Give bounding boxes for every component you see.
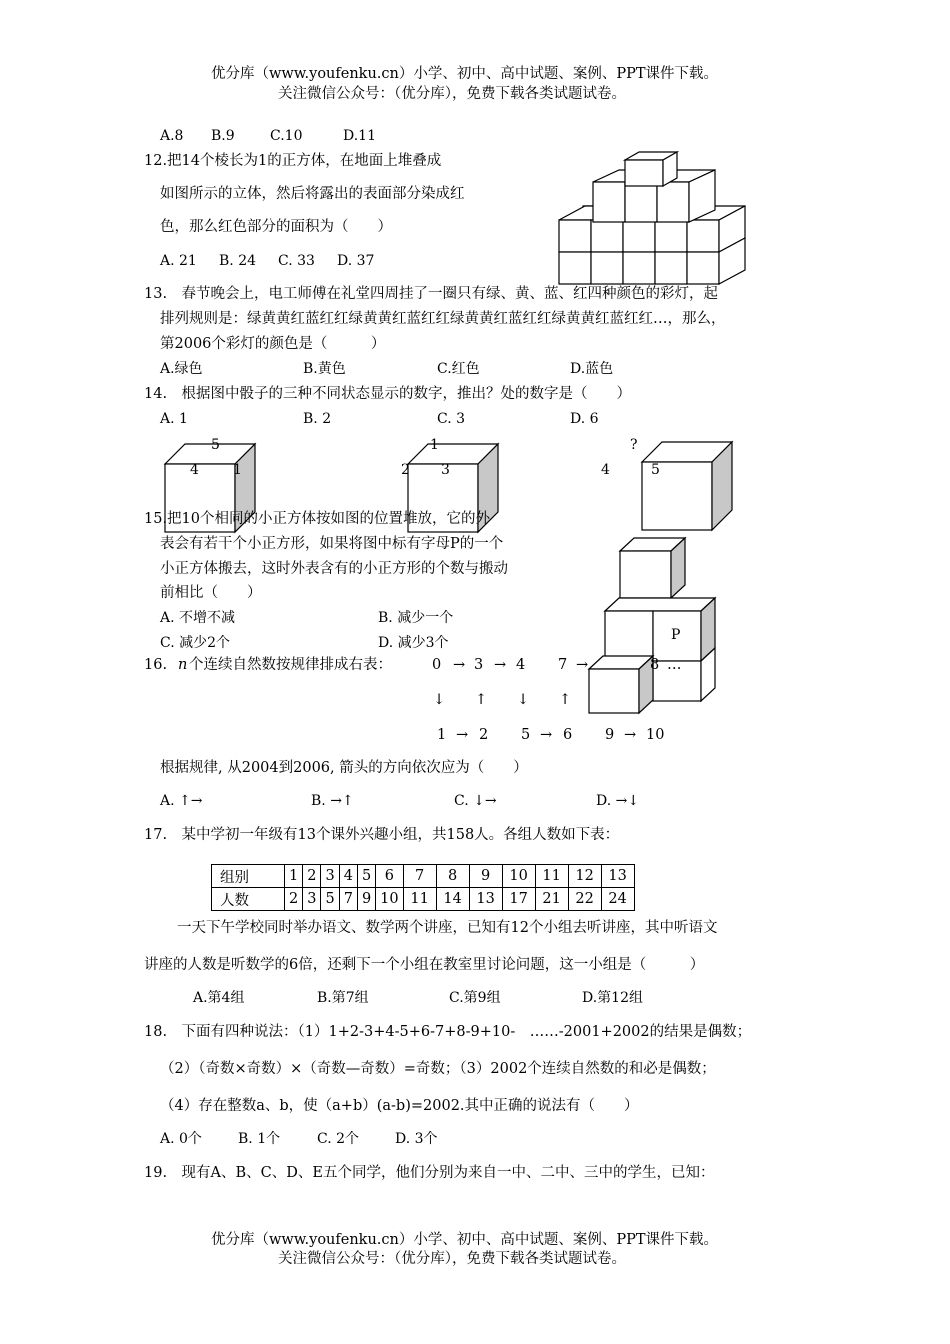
q16-option-c: C. ↓→ xyxy=(454,793,497,809)
table-cell: 3 xyxy=(321,865,339,888)
q12-option-a: A. 21 xyxy=(160,253,197,269)
q15-label-p: P xyxy=(671,627,681,643)
q16-grid-r1-arrow-2: → xyxy=(494,657,507,673)
q16-grid-r1-ellipsis: … xyxy=(667,657,682,673)
q13-line-1: 13. 春节晚会上，电工师傅在礼堂四周挂了一圈只有绿、黄、蓝、红四种颜色的彩灯，起 xyxy=(144,286,719,302)
q16-grid-r1-3: 3 xyxy=(474,657,484,673)
q16-grid-r3-arrow-2: → xyxy=(540,727,553,743)
q15-option-a: A. 不增不减 xyxy=(160,610,236,626)
q16-grid-r3-10: 10 xyxy=(646,727,665,743)
q11-option-c: C.10 xyxy=(270,128,303,144)
q14-option-d: D. 6 xyxy=(570,411,599,427)
table-cell: 24 xyxy=(601,888,634,911)
q12-option-b: B. 24 xyxy=(219,253,257,269)
q16-line-1-prefix: 16. xyxy=(144,657,168,673)
q15-option-b: B. 减少一个 xyxy=(378,610,454,626)
q16-line-1-text: 个连续自然数按规律排成右表： xyxy=(189,657,392,673)
table-cell: 21 xyxy=(535,888,568,911)
q16-grid-r1-4: 4 xyxy=(516,657,526,673)
q16-grid-r3-2: 2 xyxy=(479,727,489,743)
q16-line-1-n: n xyxy=(178,657,188,673)
q16-grid-r3-6: 6 xyxy=(563,727,573,743)
table-row xyxy=(212,888,635,911)
footer-line-1: 优分库（www.youfenku.cn）小学、初中、高中试题、案例、PPT课件下载。 xyxy=(211,1232,719,1248)
q16-grid-r1-arrow-3: → xyxy=(576,657,589,673)
q15-cube-stack-figure xyxy=(585,535,735,715)
table-cell: 5 xyxy=(357,865,375,888)
table-cell: 14 xyxy=(436,888,469,911)
q18-option-d: D. 3个 xyxy=(395,1131,438,1147)
q13-option-a: A.绿色 xyxy=(160,361,203,377)
table-cell: 1 xyxy=(285,865,303,888)
table-cell: 11 xyxy=(535,865,568,888)
table-cell: 6 xyxy=(376,865,403,888)
table-cell: 17 xyxy=(502,888,535,911)
q16-option-b: B. →↑ xyxy=(311,793,354,809)
q13-line-3: 第2006个彩灯的颜色是（ ） xyxy=(160,336,386,352)
q16-grid-r3-arrow-3: → xyxy=(624,727,637,743)
q12-cube-pyramid-figure xyxy=(555,148,755,288)
q12-line-1: 12.把14个棱长为1的正方体，在地面上堆叠成 xyxy=(144,153,442,169)
table-cell: 7 xyxy=(403,865,436,888)
q14-option-c: C. 3 xyxy=(437,411,466,427)
footer-line-2: 关注微信公众号：（优分库），免费下载各类试题试卷。 xyxy=(278,1251,626,1267)
q17-line-2: 一天下午学校同时举办语文、数学两个讲座，已知有12个小组去听讲座，其中听语文 xyxy=(177,920,718,936)
table-cell: 13 xyxy=(469,888,502,911)
q16-grid-r3-1: 1 xyxy=(437,727,447,743)
table-cell: 9 xyxy=(357,888,375,911)
q14-die-3-front: 4 xyxy=(601,462,610,478)
q13-option-d: D.蓝色 xyxy=(570,361,614,377)
q15-option-d: D. 减少3个 xyxy=(378,635,449,651)
q17-group-table xyxy=(211,864,635,911)
q15-option-c: C. 减少2个 xyxy=(160,635,231,651)
q16-grid-r1-arrow-1: → xyxy=(453,657,466,673)
table-cell: 8 xyxy=(436,865,469,888)
table-cell: 11 xyxy=(403,888,436,911)
q16-grid-r1-8: 8 xyxy=(650,657,660,673)
q16-grid-r1-0: 0 xyxy=(432,657,442,673)
q16-option-d: D. →↓ xyxy=(596,793,640,809)
q16-option-a: A. ↑→ xyxy=(160,793,203,809)
q17-option-a: A.第4组 xyxy=(193,990,245,1006)
table-cell: 22 xyxy=(568,888,601,911)
q14-line-1: 14. 根据图中骰子的三种不同状态显示的数字，推出？处的数字是（ ） xyxy=(144,386,632,402)
table-row-label: 人数 xyxy=(212,888,285,911)
q16-grid-r2-down-2: ↓ xyxy=(517,692,530,708)
q16-grid-r3-9: 9 xyxy=(605,727,615,743)
q18-line-1: 18. 下面有四种说法：（1）1+2-3+4-5+6-7+8-9+10- ……-2001+2002的结果是偶数； xyxy=(144,1024,752,1040)
q12-line-2: 如图所示的立体，然后将露出的表面部分染成红 xyxy=(160,186,465,202)
table-cell: 7 xyxy=(339,888,357,911)
q14-die-1-top: 5 xyxy=(211,437,220,453)
table-cell: 5 xyxy=(321,888,339,911)
q14-die-2-side: 3 xyxy=(441,462,450,478)
q15-line-2: 表会有若干个小正方形，如果将图中标有字母P的一个 xyxy=(160,536,504,552)
q15-line-1: 15.把10个相同的小正方体按如图的位置堆放，它的外 xyxy=(144,511,491,527)
table-cell: 4 xyxy=(339,865,357,888)
table-cell: 2 xyxy=(303,865,321,888)
header-line-2: 关注微信公众号：（优分库），免费下载各类试题试卷。 xyxy=(278,86,626,102)
q18-line-3: （4）存在整数a、b，使（a+b）(a-b)=2002.其中正确的说法有（ ） xyxy=(160,1098,639,1114)
q15-line-4: 前相比（ ） xyxy=(160,585,262,601)
q17-line-1: 17. 某中学初一年级有13个课外兴趣小组，共158人。各组人数如下表： xyxy=(144,827,620,843)
table-cell: 3 xyxy=(303,888,321,911)
q19-line-1: 19. 现有A、B、C、D、E五个同学，他们分别为来自一中、二中、三中的学生，已知： xyxy=(144,1165,715,1181)
table-cell: 10 xyxy=(376,888,403,911)
q16-grid-r3-arrow-1: → xyxy=(456,727,469,743)
q13-option-b: B.黄色 xyxy=(303,361,346,377)
q16-grid-r2-up-1: ↑ xyxy=(475,692,488,708)
q16-line-2: 根据规律, 从2004到2006, 箭头的方向依次应为（ ） xyxy=(160,760,528,776)
q13-line-2: 排列规则是：绿黄黄红蓝红红绿黄黄红蓝红红绿黄黄红蓝红红绿黄黄红蓝红红…，那么， xyxy=(160,311,726,327)
q15-line-3: 小正方体搬去，这时外表含有的小正方形的个数与搬动 xyxy=(160,561,508,577)
table-cell: 2 xyxy=(285,888,303,911)
q13-option-c: C.红色 xyxy=(437,361,480,377)
q11-option-a: A.8 xyxy=(160,128,184,144)
q14-die-2-front: 2 xyxy=(401,462,410,478)
q14-option-a: A. 1 xyxy=(160,411,188,427)
q16-grid-r3-5: 5 xyxy=(521,727,531,743)
q14-option-b: B. 2 xyxy=(303,411,332,427)
q17-option-d: D.第12组 xyxy=(582,990,643,1006)
q14-die-1-side: 1 xyxy=(233,462,242,478)
q16-grid-r2-down-1: ↓ xyxy=(433,692,446,708)
q12-line-3: 色，那么红色部分的面积为（ ） xyxy=(160,219,392,235)
q18-line-2: （2）（奇数×奇数）×（奇数—奇数）=奇数；（3）2002个连续自然数的和必是偶数； xyxy=(160,1061,716,1077)
q17-line-3: 讲座的人数是听数学的6倍，还剩下一个小组在教室里讨论问题，这一小组是（ ） xyxy=(144,957,705,973)
q11-option-b: B.9 xyxy=(211,128,235,144)
header-line-1: 优分库（www.youfenku.cn）小学、初中、高中试题、案例、PPT课件下载。 xyxy=(211,66,719,82)
table-row xyxy=(212,865,635,888)
q17-option-b: B.第7组 xyxy=(317,990,369,1006)
q14-die-3-side: 5 xyxy=(651,462,660,478)
q12-option-c: C. 33 xyxy=(278,253,315,269)
q14-die-3 xyxy=(637,438,737,533)
table-row-label: 组别 xyxy=(212,865,285,888)
q12-option-d: D. 37 xyxy=(337,253,375,269)
q18-option-c: C. 2个 xyxy=(317,1131,360,1147)
q11-option-d: D.11 xyxy=(343,128,376,144)
q14-die-1-front: 4 xyxy=(190,462,199,478)
q16-grid-r2-up-2: ↑ xyxy=(559,692,572,708)
q17-option-c: C.第9组 xyxy=(449,990,501,1006)
table-cell: 12 xyxy=(568,865,601,888)
table-cell: 13 xyxy=(601,865,634,888)
table-cell: 10 xyxy=(502,865,535,888)
table-cell: 9 xyxy=(469,865,502,888)
q16-grid-r1-7: 7 xyxy=(558,657,568,673)
q14-die-2-top: 1 xyxy=(430,437,439,453)
q14-die-3-top: ? xyxy=(630,437,638,453)
q18-option-b: B. 1个 xyxy=(238,1131,281,1147)
q18-option-a: A. 0个 xyxy=(160,1131,202,1147)
